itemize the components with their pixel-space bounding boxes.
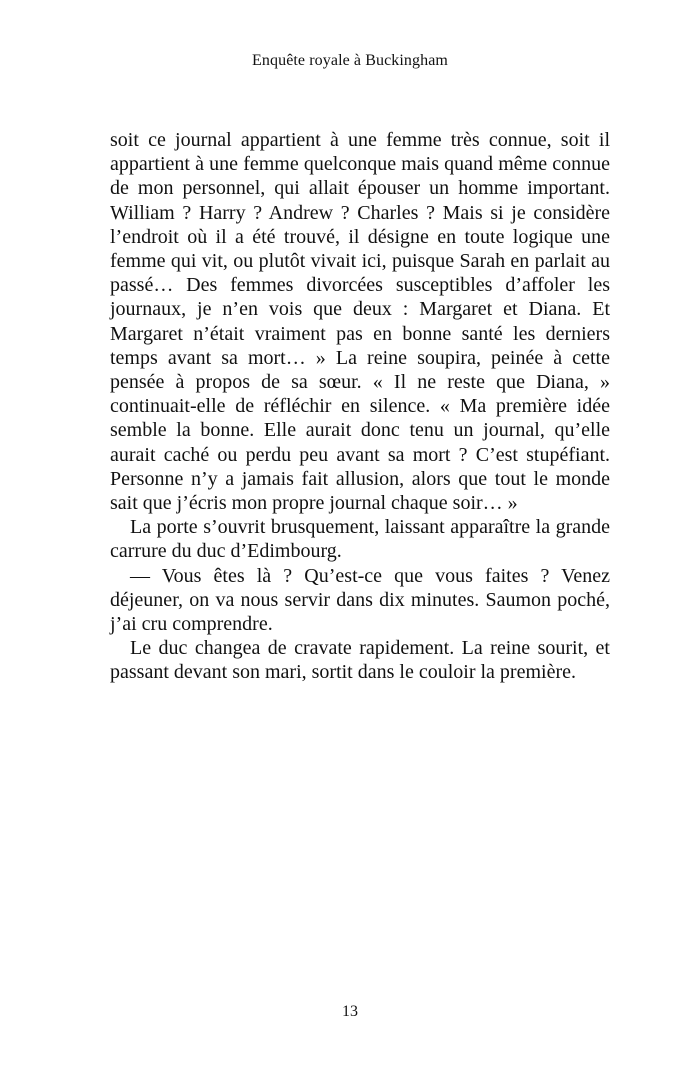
running-head: Enquête royale à Buckingham: [252, 52, 448, 69]
paragraph-door-opens: La porte s’ouvrit brusquement, laissant apparaître la grande carrure du duc d’Edimbourg.: [110, 516, 610, 563]
body-text: [110, 128, 610, 685]
paragraph-dialogue: — Vous êtes là ? Qu’est-ce que vous faites ? Venez déjeuner, on va nous servir dans dix minutes. Saumon poché, j’ai cru comprendre.: [110, 564, 610, 636]
page-number: 13: [342, 1003, 358, 1020]
paragraph-continued: soit ce journal appartient à une femme très connue, soit il appartient à une femme quelconque mais quand même connue de mon personnel, qui allait épouser un homme important. William ? Harry ? Andrew ? Charles ? Mais si je considère l’endroit où il a été trouvé, il désigne en toute logique une femme qui vit, ou plutôt vivait ici, puisque Sarah en parlait au passé… Des femmes divorcées susceptibles d’affoler les journaux, je n’en vois que deux : Margaret et Diana. Et Margaret n’était vraiment pas en bonne santé les derniers temps avant sa mort… » La reine soupira, peinée à cette pensée à propos de sa sœur. « Il ne reste que Diana, » continuait-elle de réfléchir en silence. « Ma première idée semble la bonne. Elle aurait donc tenu un journal, qu’elle aurait caché ou perdu peu avant sa mort ? C’est stupéfiant. Personne n’y a jamais fait allusion, alors que tout le monde sait que j’écris mon propre journal chaque soir… »: [110, 129, 610, 515]
paragraph-closing: Le duc changea de cravate rapidement. La reine sourit, et passant devant son mari, sortit dans le couloir la première.: [110, 637, 610, 684]
